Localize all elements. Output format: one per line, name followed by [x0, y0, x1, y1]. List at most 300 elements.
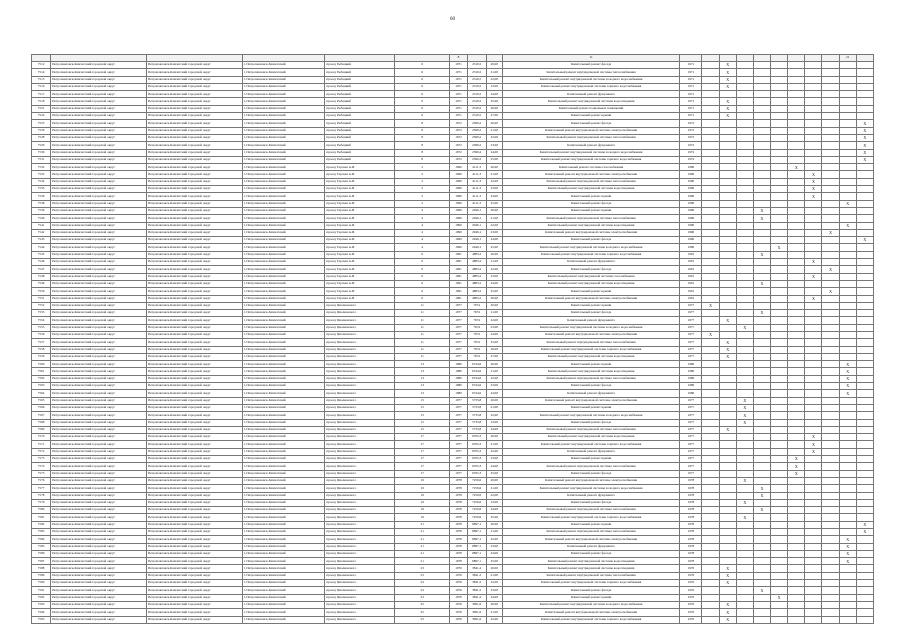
table-cell: Капитальный ремонт крыши	[502, 594, 679, 601]
column-header: 8	[450, 55, 467, 62]
table-cell	[702, 463, 719, 470]
table-cell	[702, 353, 719, 360]
table-cell: 7516	[32, 83, 51, 90]
table-cell	[719, 470, 736, 477]
table-cell: 2	[394, 171, 449, 178]
table-cell: Капитальный ремонт внутридомовой системы теплоснабжения	[502, 463, 679, 470]
table-cell: 21,00	[486, 127, 502, 134]
table-cell	[736, 543, 753, 550]
table-cell: 4	[394, 215, 449, 222]
table-cell: г. Петропавловск-Камчатский	[242, 193, 325, 200]
table-row	[32, 222, 874, 229]
table-cell: проезд Тарская А.И.	[325, 200, 395, 207]
table-cell	[702, 587, 719, 594]
table-cell: 23,00	[486, 543, 502, 550]
table-cell: 7547	[32, 266, 51, 273]
table-cell: 1977	[450, 317, 467, 324]
table-row	[32, 412, 874, 419]
table-cell	[771, 302, 788, 309]
table-cell: Капитальный ремонт крыши	[502, 207, 679, 214]
table-cell: 4111,3	[467, 178, 486, 185]
table-cell	[788, 521, 805, 528]
table-cell: 7591	[32, 587, 51, 594]
table-cell: 7530	[32, 149, 51, 156]
table-cell: проезд Циолковского	[325, 368, 395, 375]
table-row	[32, 558, 874, 565]
table-cell	[805, 229, 822, 236]
table-cell: 21	[394, 521, 449, 528]
table-cell	[736, 244, 753, 251]
table-cell	[736, 580, 753, 587]
table-row	[32, 156, 874, 163]
table-cell	[719, 375, 736, 382]
table-cell: 2316,5	[467, 91, 486, 98]
table-cell	[753, 499, 770, 506]
table-cell: Петропавловск-Камчатский городской округ	[51, 164, 147, 171]
table-cell	[788, 134, 805, 141]
table-cell	[822, 331, 839, 338]
table-row	[32, 514, 874, 521]
table-cell	[702, 456, 719, 463]
table-cell: проезд Циолковского	[325, 485, 395, 492]
table-cell	[856, 98, 873, 105]
table-cell: 2316,5	[467, 62, 486, 69]
table-cell: г. Петропавловск-Камчатский	[242, 514, 325, 521]
table-cell: Петропавловск-Камчатский городской округ	[51, 266, 147, 273]
table-cell	[788, 368, 805, 375]
table-cell	[839, 587, 856, 594]
column-header	[242, 55, 325, 62]
table-cell: проезд Циолковского	[325, 383, 395, 390]
table-cell: 20,00	[486, 434, 502, 441]
table-cell: 6763,3	[467, 463, 486, 470]
table-cell	[719, 550, 736, 557]
table-cell: 22,00	[486, 317, 502, 324]
table-cell: 7521	[32, 105, 51, 112]
table-cell	[736, 594, 753, 601]
table-cell: Петропавловск-Камчатский городской округ	[146, 565, 242, 572]
table-cell	[719, 288, 736, 295]
table-row	[32, 149, 874, 156]
table-cell	[856, 113, 873, 120]
table-cell: Капитальный ремонт фундамента	[502, 448, 679, 455]
table-cell: 1990	[450, 193, 467, 200]
table-row	[32, 91, 874, 98]
table-cell: Петропавловск-Камчатский городской округ	[146, 383, 242, 390]
table-cell: Петропавловск-Камчатский городской округ	[51, 368, 147, 375]
table-cell: проезд Тарская А.И.	[325, 207, 395, 214]
table-cell: 7576	[32, 477, 51, 484]
table-cell: Петропавловск-Камчатский городской округ	[146, 550, 242, 557]
table-cell: 1978	[450, 499, 467, 506]
table-cell	[822, 244, 839, 251]
table-cell: Петропавловск-Камчатский городской округ	[146, 368, 242, 375]
table-cell	[805, 266, 822, 273]
table-cell	[771, 113, 788, 120]
table-cell: 6	[394, 259, 449, 266]
table-cell: 1971	[450, 83, 467, 90]
table-cell: 8	[394, 120, 449, 127]
table-cell: 21,00	[486, 310, 502, 317]
table-cell: 7674	[467, 331, 486, 338]
plan-mark: X	[719, 616, 736, 623]
table-cell: 1980	[680, 361, 702, 368]
table-cell: Петропавловск-Камчатский городской округ	[51, 404, 147, 411]
table-cell	[856, 609, 873, 616]
table-cell: Петропавловск-Камчатский городской округ	[51, 434, 147, 441]
table-cell	[839, 499, 856, 506]
table-cell: Петропавловск-Камчатский городской округ	[51, 361, 147, 368]
table-cell	[856, 244, 873, 251]
table-cell	[719, 244, 736, 251]
table-cell: Капитальный ремонт внутридомовой системы теплоснабжения	[502, 134, 679, 141]
table-cell	[719, 222, 736, 229]
table-cell: г. Петропавловск-Камчатский	[242, 572, 325, 579]
table-cell	[702, 76, 719, 83]
table-cell: Капитальный ремонт внутридомовой системы холодного водоснабжения	[502, 324, 679, 331]
table-cell: г. Петропавловск-Камчатский	[242, 580, 325, 587]
table-cell	[736, 91, 753, 98]
table-cell	[839, 288, 856, 295]
table-cell: 7535	[32, 186, 51, 193]
table-cell	[822, 514, 839, 521]
table-cell	[702, 62, 719, 69]
table-cell: г. Петропавловск-Камчатский	[242, 83, 325, 90]
table-cell: 26,00	[486, 105, 502, 112]
table-cell: проезд Циолковского	[325, 580, 395, 587]
table-cell	[736, 178, 753, 185]
table-cell	[736, 156, 753, 163]
table-cell: проезд Тарская А.И.	[325, 237, 395, 244]
table-cell: 23	[394, 580, 449, 587]
table-cell	[839, 120, 856, 127]
table-cell	[856, 543, 873, 550]
table-cell: Петропавловск-Камчатский городской округ	[146, 529, 242, 536]
table-cell: 4	[394, 244, 449, 251]
table-cell	[856, 448, 873, 455]
table-cell: 11	[394, 317, 449, 324]
table-cell	[771, 120, 788, 127]
column-header	[467, 55, 486, 62]
table-cell: Капитальный ремонт внутридомовой системы водоотведения	[502, 186, 679, 193]
plan-mark: X	[805, 295, 822, 302]
table-cell	[702, 434, 719, 441]
plan-mark: X	[719, 426, 736, 433]
table-cell	[839, 207, 856, 214]
table-cell: г. Петропавловск-Камчатский	[242, 529, 325, 536]
table-cell: 2946,1	[467, 237, 486, 244]
table-cell: Петропавловск-Камчатский городской округ	[146, 616, 242, 623]
table-cell: проезд Циолковского	[325, 441, 395, 448]
table-cell: 6	[394, 280, 449, 287]
table-row	[32, 463, 874, 470]
table-cell: 6	[394, 273, 449, 280]
table-cell: 17	[394, 448, 449, 455]
table-row	[32, 200, 874, 207]
table-cell	[771, 397, 788, 404]
column-header	[788, 55, 805, 62]
table-cell: 1971	[450, 62, 467, 69]
table-cell	[822, 499, 839, 506]
table-cell: проезд Циолковского	[325, 456, 395, 463]
table-cell	[753, 134, 770, 141]
table-cell: Петропавловск-Камчатский городской округ	[146, 426, 242, 433]
table-cell: 1977	[450, 434, 467, 441]
table-cell: г. Петропавловск-Камчатский	[242, 587, 325, 594]
table-cell: Петропавловск-Камчатский городской округ	[51, 477, 147, 484]
table-cell: Капитальный ремонт крыши	[502, 193, 679, 200]
table-cell	[736, 448, 753, 455]
table-cell	[856, 419, 873, 426]
table-cell: Петропавловск-Камчатский городской округ	[51, 324, 147, 331]
plan-mark: X	[736, 499, 753, 506]
table-cell: Петропавловск-Камчатский городской округ	[146, 280, 242, 287]
table-cell: 8	[394, 142, 449, 149]
table-cell: Капитальный ремонт фасада	[502, 237, 679, 244]
plan-mark: X	[753, 280, 770, 287]
table-cell: 20,00	[486, 521, 502, 528]
table-cell: Петропавловск-Камчатский городской округ	[51, 280, 147, 287]
table-cell	[856, 302, 873, 309]
table-cell: Петропавловск-Камчатский городской округ	[51, 113, 147, 120]
table-cell	[719, 499, 736, 506]
column-header	[146, 55, 242, 62]
table-cell	[771, 207, 788, 214]
table-cell: Капитальный ремонт внутридомовой системы водоотведения	[502, 98, 679, 105]
table-cell	[771, 222, 788, 229]
plan-mark: X	[736, 404, 753, 411]
table-cell: Петропавловск-Камчатский городской округ	[146, 186, 242, 193]
table-cell: Петропавловск-Камчатский городской округ	[51, 134, 147, 141]
plan-mark: X	[839, 543, 856, 550]
table-cell	[771, 346, 788, 353]
table-cell	[771, 105, 788, 112]
table-cell: 7539	[32, 207, 51, 214]
table-cell	[702, 229, 719, 236]
table-cell: Капитальный ремонт внутридомовой системы холодного водоснабжения	[502, 485, 679, 492]
plan-mark: X	[719, 565, 736, 572]
table-cell	[771, 492, 788, 499]
table-cell	[788, 558, 805, 565]
table-cell: 22,00	[486, 492, 502, 499]
table-cell	[822, 470, 839, 477]
table-cell: 1977	[680, 448, 702, 455]
table-cell	[805, 83, 822, 90]
table-cell: 23,00	[486, 324, 502, 331]
table-cell	[771, 178, 788, 185]
table-cell: Петропавловск-Камчатский городской округ	[51, 215, 147, 222]
table-cell: 7584	[32, 536, 51, 543]
table-cell: 1978	[450, 550, 467, 557]
table-cell: 13	[394, 390, 449, 397]
table-cell	[822, 601, 839, 608]
table-cell	[856, 507, 873, 514]
table-cell: Петропавловск-Камчатский городской округ	[51, 412, 147, 419]
table-cell	[788, 353, 805, 360]
table-cell	[736, 331, 753, 338]
table-cell: 22,00	[486, 412, 502, 419]
table-cell: 1976	[450, 580, 467, 587]
table-cell: 21,00	[486, 368, 502, 375]
table-cell: проезд Циолковского	[325, 507, 395, 514]
table-cell	[839, 295, 856, 302]
table-cell: 22,00	[486, 178, 502, 185]
table-cell: Петропавловск-Камчатский городской округ	[146, 594, 242, 601]
table-cell	[839, 178, 856, 185]
table-cell	[736, 529, 753, 536]
table-cell: Петропавловск-Камчатский городской округ	[51, 601, 147, 608]
table-cell: 6897,1	[467, 521, 486, 528]
table-cell	[822, 91, 839, 98]
table-cell: Петропавловск-Камчатский городской округ	[146, 76, 242, 83]
table-cell: Петропавловск-Камчатский городской округ	[146, 207, 242, 214]
table-cell	[719, 463, 736, 470]
table-cell: Петропавловск-Камчатский городской округ	[51, 419, 147, 426]
table-cell: Петропавловск-Камчатский городской округ	[146, 485, 242, 492]
table-cell: проезд Циолковского	[325, 324, 395, 331]
table-cell: проезд Циолковского	[325, 609, 395, 616]
table-cell	[719, 273, 736, 280]
table-cell: 2316,5	[467, 98, 486, 105]
table-cell	[856, 259, 873, 266]
table-cell: 1980	[680, 375, 702, 382]
table-cell: г. Петропавловск-Камчатский	[242, 259, 325, 266]
table-cell	[856, 580, 873, 587]
table-cell: 25	[394, 601, 449, 608]
table-cell	[719, 215, 736, 222]
table-row	[32, 434, 874, 441]
table-cell: 1978	[450, 477, 467, 484]
table-cell	[753, 273, 770, 280]
table-cell: 21,00	[486, 485, 502, 492]
table-cell: Петропавловск-Камчатский городской округ	[51, 317, 147, 324]
table-cell: 4883,2	[467, 251, 486, 258]
table-cell: 1971	[680, 98, 702, 105]
table-cell	[822, 434, 839, 441]
plan-mark: X	[788, 463, 805, 470]
plan-mark: X	[856, 156, 873, 163]
table-cell	[702, 98, 719, 105]
table-cell: 7534	[32, 178, 51, 185]
table-cell	[856, 215, 873, 222]
table-cell	[771, 587, 788, 594]
table-cell	[753, 127, 770, 134]
plan-mark: X	[822, 229, 839, 236]
table-cell: 7541	[32, 222, 51, 229]
table-cell: 4883,2	[467, 288, 486, 295]
table-cell: проезд Циолковского	[325, 470, 395, 477]
table-cell	[788, 448, 805, 455]
table-cell: 7558	[32, 346, 51, 353]
table-cell: Петропавловск-Камчатский городской округ	[146, 83, 242, 90]
table-cell	[788, 550, 805, 557]
table-cell: Капитальный ремонт внутридомовой системы электроснабжения	[502, 477, 679, 484]
table-cell: проезд Тарская А.И.	[325, 193, 395, 200]
table-cell: проезд Циолковского	[325, 499, 395, 506]
table-cell	[839, 580, 856, 587]
table-cell	[839, 346, 856, 353]
table-cell	[788, 434, 805, 441]
table-cell	[822, 609, 839, 616]
table-cell	[771, 514, 788, 521]
table-cell	[788, 383, 805, 390]
table-cell: г. Петропавловск-Камчатский	[242, 331, 325, 338]
table-cell	[702, 149, 719, 156]
table-cell	[753, 448, 770, 455]
table-cell: Капитальный ремонт внутридомовой системы холодного водоснабжения	[502, 76, 679, 83]
table-cell	[753, 434, 770, 441]
table-cell: 1978	[450, 521, 467, 528]
table-cell	[702, 280, 719, 287]
table-cell	[719, 164, 736, 171]
table-cell	[856, 404, 873, 411]
plan-mark: X	[753, 587, 770, 594]
table-cell	[856, 69, 873, 76]
table-cell: Капитальный ремонт внутридомовой системы водоотведения	[502, 558, 679, 565]
table-cell: 7595	[32, 616, 51, 623]
table-cell: Капитальный ремонт внутридомовой системы электроснабжения	[502, 536, 679, 543]
table-cell: 7569	[32, 426, 51, 433]
table-cell: Петропавловск-Камчатский городской округ	[146, 215, 242, 222]
table-cell: 22,00	[486, 222, 502, 229]
table-cell: Петропавловск-Камчатский городской округ	[146, 477, 242, 484]
table-cell	[702, 244, 719, 251]
table-cell: 21,00	[486, 404, 502, 411]
table-cell: 1991	[450, 295, 467, 302]
table-cell: 11	[394, 339, 449, 346]
table-cell: Петропавловск-Камчатский городской округ	[51, 259, 147, 266]
table-cell: Петропавловск-Камчатский городской округ	[51, 565, 147, 572]
table-cell	[805, 536, 822, 543]
table-cell	[753, 397, 770, 404]
table-cell: Капитальный ремонт внутридомовой системы электроснабжения	[502, 171, 679, 178]
table-cell: 1978	[680, 550, 702, 557]
table-cell	[753, 616, 770, 623]
table-cell	[771, 186, 788, 193]
table-cell: 24,00	[486, 463, 502, 470]
table-cell	[839, 113, 856, 120]
column-header	[822, 55, 839, 62]
table-cell	[839, 448, 856, 455]
table-cell	[771, 215, 788, 222]
table-cell: 1977	[680, 317, 702, 324]
table-cell	[822, 98, 839, 105]
table-cell	[805, 485, 822, 492]
table-row	[32, 324, 874, 331]
table-cell: 1991	[450, 251, 467, 258]
table-cell: 2	[394, 200, 449, 207]
table-cell	[822, 404, 839, 411]
table-row	[32, 127, 874, 134]
table-cell: 7594	[32, 609, 51, 616]
table-cell: 1978	[450, 558, 467, 565]
table-cell	[771, 273, 788, 280]
table-cell	[736, 339, 753, 346]
table-cell: Петропавловск-Камчатский городской округ	[51, 207, 147, 214]
table-cell: 3841,2	[467, 572, 486, 579]
table-cell	[839, 317, 856, 324]
table-cell: 7533	[32, 171, 51, 178]
table-cell	[839, 419, 856, 426]
table-cell	[822, 200, 839, 207]
plan-mark: X	[839, 390, 856, 397]
table-cell	[822, 397, 839, 404]
table-cell: 27,00	[486, 113, 502, 120]
table-cell: Петропавловск-Камчатский городской округ	[51, 83, 147, 90]
table-cell	[702, 572, 719, 579]
table-body	[32, 62, 874, 624]
table-cell: Петропавловск-Камчатский городской округ	[51, 609, 147, 616]
